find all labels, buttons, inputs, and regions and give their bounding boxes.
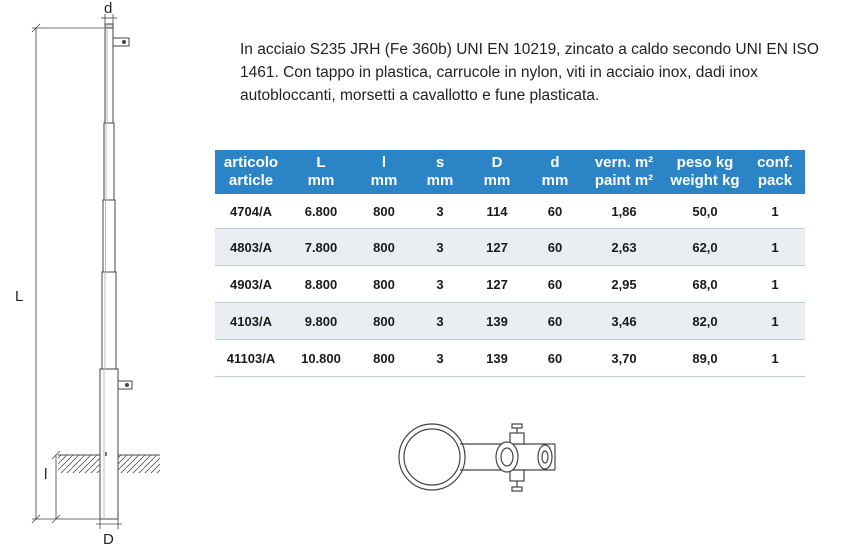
cell-L: 6.800 xyxy=(304,203,338,219)
cell-d: 60 xyxy=(547,276,563,292)
col-header-D: D mm xyxy=(467,150,527,194)
cell-L: 8.800 xyxy=(304,276,338,292)
col-header-s: s mm xyxy=(413,150,467,194)
cell-weight: 62,0 xyxy=(665,229,745,266)
table-header-row xyxy=(215,150,805,194)
cell-pack: 1 xyxy=(745,229,805,266)
table-row xyxy=(215,194,805,229)
col-header-l: l mm xyxy=(355,150,413,194)
table-row xyxy=(215,266,805,303)
dim-label-D: D xyxy=(103,531,114,548)
cell-d: 60 xyxy=(547,203,563,219)
cell-pack: 1 xyxy=(771,350,779,366)
cell-pack: 1 xyxy=(771,203,779,219)
flagpole-icon xyxy=(100,24,132,519)
dim-label-L: L xyxy=(15,288,24,305)
cell-paint: 2,95 xyxy=(611,276,637,292)
cell-paint: 1,86 xyxy=(611,203,637,219)
cell-d: 60 xyxy=(527,229,583,266)
description-line: autobloccanti, morsetti a cavallotto e fune plasticata. xyxy=(240,87,600,104)
col-header-weight: peso kg weight kg xyxy=(665,150,745,194)
cell-s: 3 xyxy=(413,229,467,266)
col-header-L: L mm xyxy=(287,150,355,194)
cell-D: 139 xyxy=(486,350,508,366)
cell-D: 139 xyxy=(467,303,527,340)
cell-paint: 3,70 xyxy=(611,350,637,366)
cell-article: 4704/A xyxy=(230,203,272,219)
cell-article: 4903/A xyxy=(230,276,272,292)
cell-weight: 50,0 xyxy=(692,203,718,219)
pulley-clamp-icon xyxy=(399,424,555,491)
cell-weight: 82,0 xyxy=(665,303,745,340)
cell-l: 800 xyxy=(355,303,413,340)
cell-paint: 3,46 xyxy=(583,303,665,340)
cell-D: 114 xyxy=(486,203,508,219)
table-row xyxy=(215,229,805,266)
cell-l: 800 xyxy=(355,229,413,266)
cell-D: 127 xyxy=(467,229,527,266)
cell-pack: 1 xyxy=(771,276,779,292)
cell-s: 3 xyxy=(436,203,444,219)
cell-weight: 89,0 xyxy=(692,350,718,366)
description-line: In acciaio S235 JRH (Fe 360b) UNI EN 10219, zincato a caldo secondo UNI EN ISO xyxy=(240,41,819,58)
product-description xyxy=(240,38,819,107)
cell-l: 800 xyxy=(373,276,395,292)
cell-article: 41103/A xyxy=(226,350,276,366)
description-line: 1461. Con tappo in plastica, carrucole in nylon, viti in acciaio inox, dadi inox xyxy=(240,64,758,81)
cell-l: 800 xyxy=(373,203,395,219)
cell-L: 9.800 xyxy=(287,303,355,340)
ground-hatch xyxy=(58,455,160,473)
cell-s: 3 xyxy=(436,276,444,292)
cell-article: 4803/A xyxy=(215,229,287,266)
col-header-article: articolo article xyxy=(215,150,287,194)
cell-s: 3 xyxy=(413,303,467,340)
cell-article: 4103/A xyxy=(215,303,287,340)
cell-l: 800 xyxy=(373,350,395,366)
dim-label-d: d xyxy=(104,0,113,17)
cell-pack: 1 xyxy=(745,303,805,340)
cell-L: 10.800 xyxy=(301,350,341,366)
cell-s: 3 xyxy=(436,350,444,366)
col-header-paint: vern. m² paint m² xyxy=(583,150,665,194)
dim-label-l: l xyxy=(44,466,48,483)
cell-d: 60 xyxy=(547,350,563,366)
table-row xyxy=(215,340,805,377)
cell-L: 7.800 xyxy=(287,229,355,266)
cell-D: 127 xyxy=(486,276,508,292)
cell-weight: 68,0 xyxy=(692,276,718,292)
spec-table xyxy=(215,150,805,377)
cell-paint: 2,63 xyxy=(583,229,665,266)
col-header-pack: conf. pack xyxy=(745,150,805,194)
cell-d: 60 xyxy=(527,303,583,340)
table-row xyxy=(215,303,805,340)
col-header-d: d mm xyxy=(527,150,583,194)
